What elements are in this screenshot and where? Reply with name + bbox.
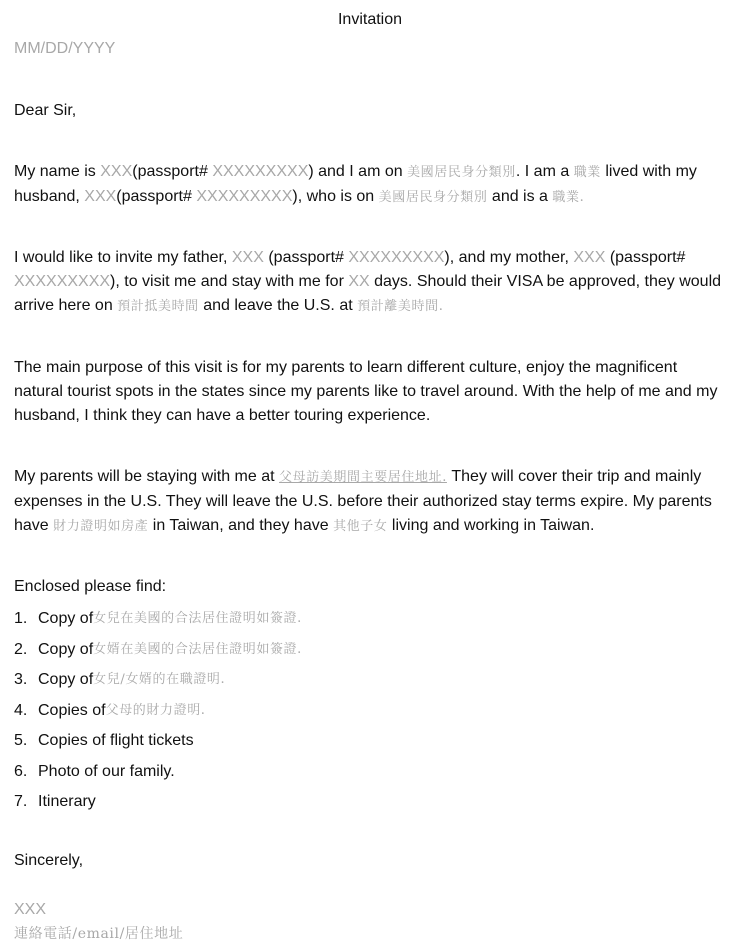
arrival-date-placeholder: 預計抵美時間 bbox=[117, 299, 199, 314]
mother-passport-placeholder: XXXXXXXXX bbox=[14, 273, 111, 290]
husband-status-placeholder: 美國居民身分類別 bbox=[378, 190, 488, 205]
paragraph-purpose: The main purpose of this visit is for my parents to learn different culture, enjoy the magnificent natural tourist spots in the states since my parents like to travel around. With the help of me and my husband, I think they can have a better touring experience. bbox=[14, 359, 718, 424]
signature-name-placeholder: XXX bbox=[14, 901, 47, 918]
husband-passport-placeholder: XXXXXXXXX bbox=[196, 188, 293, 205]
list-item: 2. Copy of 女婿在美國的合法居住證明如簽證. bbox=[14, 640, 302, 658]
paragraph-introduction: My name is XXX(passport# XXXXXXXXX) and I am on 美國居民身分類別. I am a 職業 lived with my husband, XXX(passport# XXXXXXXXX), who is on 美國居民身分類別 and is a 職業. bbox=[14, 163, 697, 205]
mother-name-placeholder: XXX bbox=[573, 249, 606, 266]
father-name-placeholder: XXX bbox=[231, 249, 264, 266]
departure-date-placeholder: 預計離美時間. bbox=[357, 299, 444, 314]
list-item: 5. Copies of flight tickets bbox=[14, 732, 194, 749]
days-placeholder: XX bbox=[348, 273, 370, 290]
father-passport-placeholder: XXXXXXXXX bbox=[348, 249, 445, 266]
enclosed-heading: Enclosed please find: bbox=[14, 578, 167, 595]
date-placeholder: MM/DD/YYYY bbox=[14, 40, 116, 57]
address-placeholder: 父母訪美期間主要居住地址. bbox=[279, 470, 447, 485]
salutation: Dear Sir, bbox=[14, 102, 77, 119]
applicant-passport-placeholder: XXXXXXXXX bbox=[212, 163, 309, 180]
enclosed-list bbox=[14, 604, 302, 818]
paragraph-invitation: I would like to invite my father, XXX (passport# XXXXXXXXX), and my mother, XXX (passport# XXXXXXXXX), to visit me and stay with me for XX days. Should their VISA be approved, they would arrive here on 預計抵美時間 and leave the U.S. at 預計離美時間. bbox=[14, 249, 722, 314]
list-item: 1. Copy of 女兒在美國的合法居住證明如簽證. bbox=[14, 610, 302, 627]
page-title: Invitation bbox=[337, 11, 403, 28]
applicant-status-placeholder: 美國居民身分類別 bbox=[407, 165, 516, 180]
applicant-name-placeholder: XXX bbox=[100, 163, 133, 180]
signature-contact-placeholder: 連絡電話/email/居住地址 bbox=[14, 926, 184, 942]
children-placeholder: 其他子女 bbox=[333, 519, 388, 534]
closing: Sincerely, bbox=[14, 852, 84, 869]
applicant-job-placeholder: 職業 bbox=[573, 165, 601, 180]
list-item: 4. Copies of 父母的財力證明. bbox=[14, 701, 206, 719]
list-item: 7. Itinerary bbox=[14, 793, 96, 810]
husband-name-placeholder: XXX bbox=[84, 188, 117, 205]
paragraph-stay: My parents will be staying with me at 父母訪美期間主要居住地址. They will cover their trip and mainly expenses in the U.S. They will leave the U.S. before their authorized stay terms expire. My parents have 財力證明如房產 in Taiwan, and they have 其他子女 living and working in Taiwan. bbox=[14, 468, 712, 534]
husband-job-placeholder: 職業. bbox=[552, 190, 585, 205]
list-item: 6. Photo of our family. bbox=[14, 762, 175, 780]
list-item: 3. Copy of 女兒/女婿的在職證明. bbox=[14, 671, 226, 688]
assets-placeholder: 財力證明如房產 bbox=[53, 519, 149, 534]
